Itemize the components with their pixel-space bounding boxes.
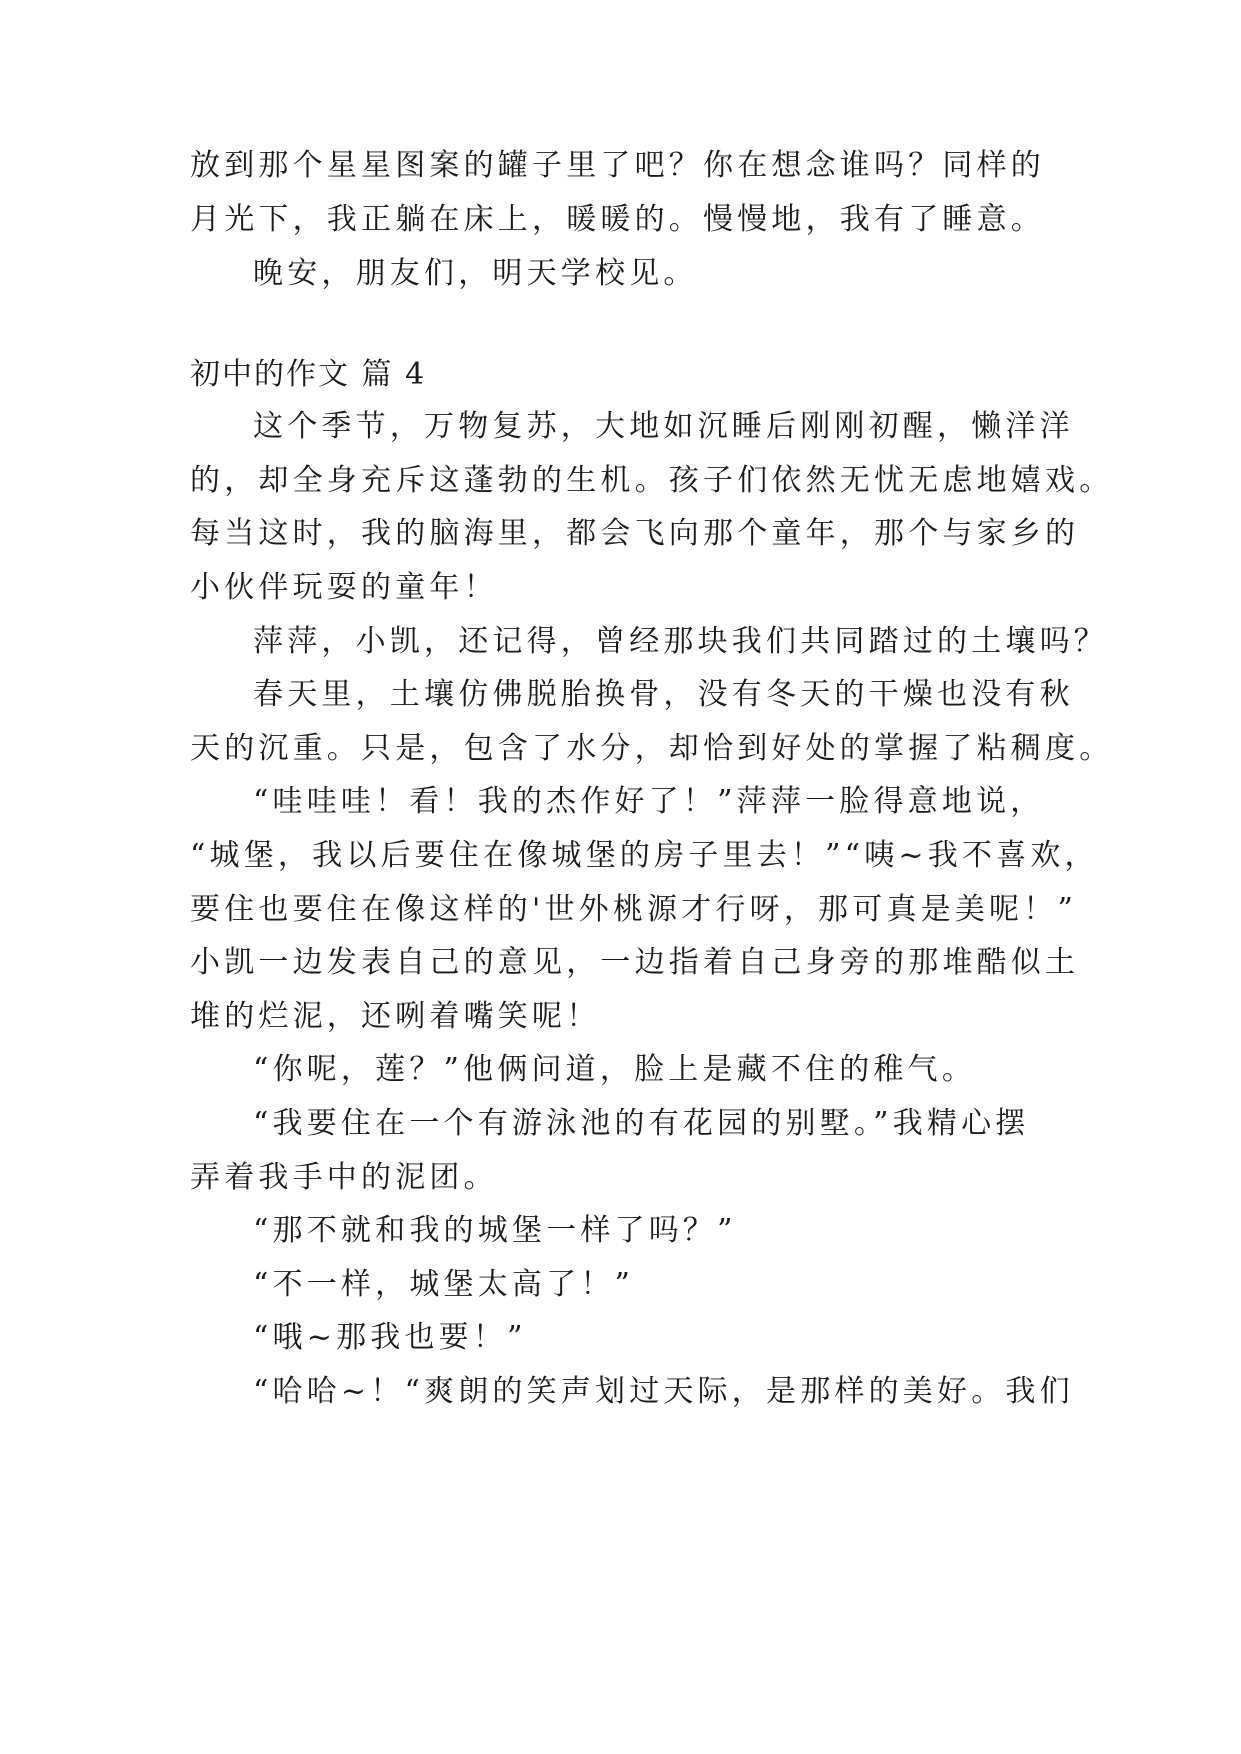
paragraph-line: “哇哇哇！看！我的杰作好了！”萍萍一脸得意地说，	[253, 784, 1045, 819]
paragraph-line: 放到那个星星图案的罐子里了吧？你在想念谁吗？同样的	[190, 148, 1045, 183]
paragraph-line: 月光下，我正躺在床上，暖暖的。慢慢地，我有了睡意。	[190, 202, 1045, 237]
paragraph-line: “城堡，我以后要住在像城堡的房子里去！”“咦~我不喜欢，	[190, 838, 1099, 873]
paragraph-line: “那不就和我的城堡一样了吗？”	[253, 1213, 737, 1248]
paragraph-line: 小伙伴玩耍的童年！	[190, 570, 498, 605]
section-heading: 初中的作文 篇 4	[190, 357, 427, 392]
paragraph-line: “哈哈~！“爽朗的笑声划过天际，是那样的美好。我们	[253, 1374, 1074, 1409]
paragraph-line: 的，却全身充斥这蓬勃的生机。孩子们依然无忧无虑地嬉戏。	[190, 463, 1114, 498]
paragraph-line: “不一样，城堡太高了！”	[253, 1267, 635, 1302]
paragraph-line: 晚安，朋友们，明天学校见。	[253, 256, 698, 291]
paragraph-line: “哦~那我也要！”	[253, 1320, 527, 1355]
paragraph-line: 每当这时，我的脑海里，都会飞向那个童年，那个与家乡的	[190, 516, 1080, 551]
paragraph-line: 这个季节，万物复苏，大地如沉睡后刚刚初醒，懒洋洋	[253, 409, 1074, 444]
paragraph-line: 弄着我手中的泥团。	[190, 1160, 498, 1195]
paragraph-line: 要住也要住在像这样的'世外桃源才行呀，那可真是美呢！”	[190, 892, 1077, 927]
paragraph-line: 天的沉重。只是，包含了水分，却恰到好处的掌握了粘稠度。	[190, 731, 1114, 766]
paragraph-line: 堆的烂泥，还咧着嘴笑呢！	[190, 999, 601, 1034]
paragraph-line: “你呢，莲？”他俩问道，脸上是藏不住的稚气。	[253, 1052, 977, 1087]
paragraph-line: 春天里，土壤仿佛脱胎换骨，没有冬天的干燥也没有秋	[253, 677, 1074, 712]
paragraph-line: “我要住在一个有游泳池的有花园的别墅。”我精心摆	[253, 1106, 1030, 1141]
paragraph-line: 萍萍，小凯，还记得，曾经那块我们共同踏过的土壤吗？	[253, 624, 1108, 659]
paragraph-line: 小凯一边发表自己的意见，一边指着自己身旁的那堆酷似土	[190, 945, 1080, 980]
